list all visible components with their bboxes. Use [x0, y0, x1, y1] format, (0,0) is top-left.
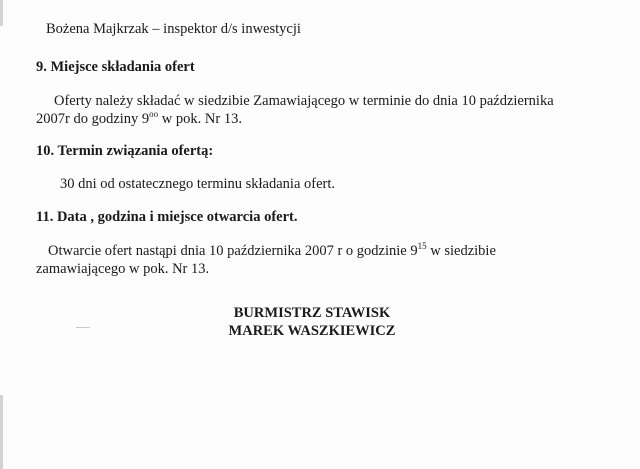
section-9-text-line-2-main: 2007r do godziny 9: [36, 111, 150, 127]
section-11-text-line-2: zamawiającego w pok. Nr 13.: [36, 261, 210, 277]
section-9-text-line-2-end: w pok. Nr 13.: [158, 111, 242, 127]
section-9-hour-superscript: oo: [149, 109, 159, 119]
section-9-heading: 9. Miejsce składania ofert: [36, 59, 195, 75]
scan-speck: [76, 327, 90, 328]
section-11-heading: 11. Data , godzina i miejsce otwarcia ofert.: [36, 209, 298, 225]
signature-title: BURMISTRZ STAWISK: [233, 305, 391, 321]
signature-name: MAREK WASZKIEWICZ: [228, 323, 396, 339]
section-10-heading: 10. Termin związania ofertą:: [36, 143, 214, 159]
section-11-text-line-1-main: Otwarcie ofert nastąpi dnia 10 października 2007 r o godzinie 9: [48, 243, 418, 259]
section-10-text: 30 dni od ostatecznego terminu składania ofert.: [60, 176, 336, 192]
section-11-text-line-1-end: w siedzibie: [426, 243, 496, 259]
contact-line: Bożena Majkrzak – inspektor d/s inwestycji: [46, 21, 301, 37]
section-11-text-line-1: [48, 242, 496, 260]
section-9-text-line-2: [36, 110, 242, 128]
scan-edge-mark-bottom: [0, 395, 3, 469]
section-9-text-line-1: Oferty należy składać w siedzibie Zamawiającego w terminie do dnia 10 października: [54, 93, 554, 109]
scan-edge-mark-top: [0, 0, 3, 26]
section-11-minute-superscript: 15: [417, 241, 427, 251]
